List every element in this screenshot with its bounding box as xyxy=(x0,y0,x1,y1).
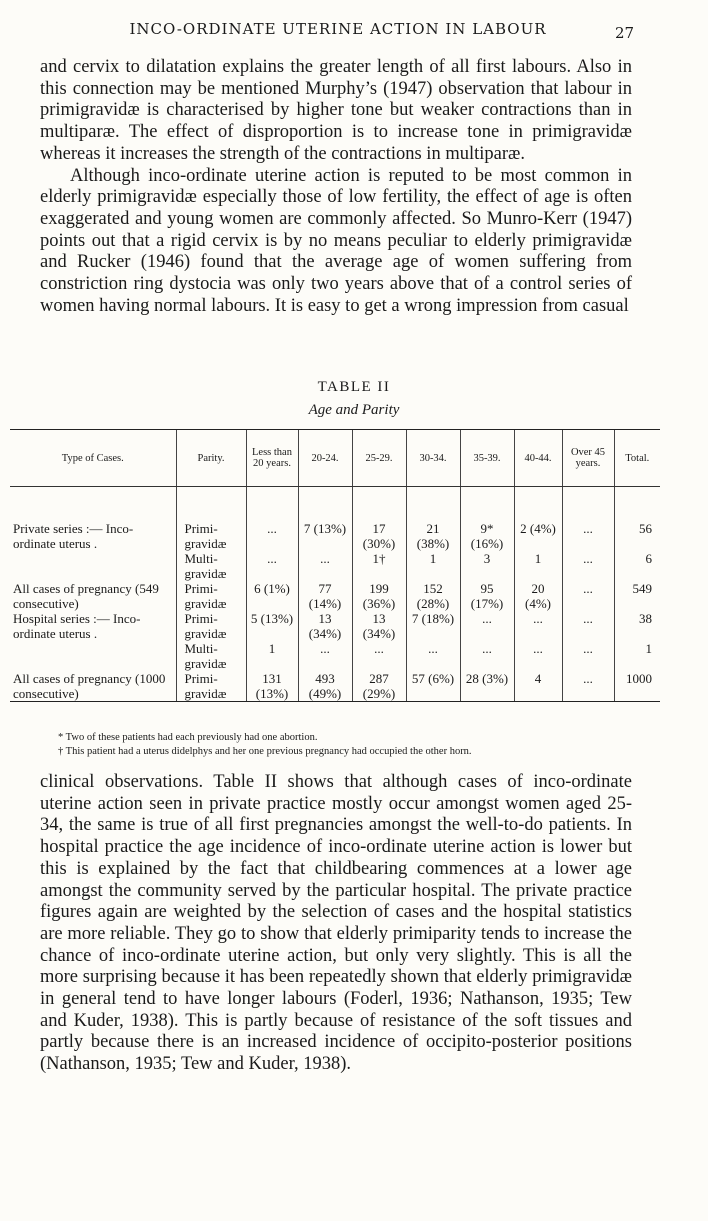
cell-20-24: 493 (49%) xyxy=(298,671,352,701)
table-row xyxy=(10,641,660,671)
cell-lt20: 6 (1%) xyxy=(246,581,298,611)
cell-type xyxy=(10,641,176,671)
cell-35-39: 3 xyxy=(460,551,514,581)
cell-40-44: 2 (4%) xyxy=(514,487,562,552)
cell-type: Private series :— Inco-ordinate uterus . xyxy=(13,521,134,551)
header-lt20: Less than 20 years. xyxy=(246,430,298,487)
header-30-34: 30-34. xyxy=(406,430,460,487)
table-subtitle: Age and Parity xyxy=(308,402,400,418)
cell-over45: ... xyxy=(562,671,614,701)
cell-parity: Multi- gravidæ xyxy=(176,551,246,581)
cell-total: 6 xyxy=(614,551,660,581)
data-table xyxy=(10,429,660,702)
cell-35-39: 95 (17%) xyxy=(460,581,514,611)
cell-lt20: 1 xyxy=(246,641,298,671)
cell-20-24: 77 (14%) xyxy=(298,581,352,611)
footnote: † This patient had a uterus didelphys and her one previous pregnancy had occupied the other horn. xyxy=(58,746,472,757)
cell-30-34: 152 (28%) xyxy=(406,581,460,611)
header-25-29: 25-29. xyxy=(352,430,406,487)
cell-over45: ... xyxy=(562,487,614,552)
cell-25-29: 287 (29%) xyxy=(352,671,406,701)
cell-type: Hospital series :— Inco-ordinate uterus . xyxy=(13,611,141,641)
cell-20-24: 7 (13%) xyxy=(298,487,352,552)
header-parity: Parity. xyxy=(176,430,246,487)
body-text-top xyxy=(40,57,632,317)
cell-35-39: ... xyxy=(460,611,514,641)
cell-lt20: ... xyxy=(246,487,298,552)
cell-over45: ... xyxy=(562,641,614,671)
cell-20-24: 13 (34%) xyxy=(298,611,352,641)
cell-25-29: 13 (34%) xyxy=(352,611,406,641)
header-over45: Over 45 years. xyxy=(562,430,614,487)
table-row xyxy=(10,487,660,552)
cell-total: 549 xyxy=(614,581,660,611)
running-title: INCO-ORDINATE UTERINE ACTION IN LABOUR xyxy=(129,20,547,38)
table-header-row xyxy=(10,430,660,487)
cell-lt20: ... xyxy=(246,551,298,581)
page-number: 27 xyxy=(615,24,635,42)
cell-lt20: 131 (13%) xyxy=(246,671,298,701)
paragraph: clinical observations. Table II shows that although cases of inco-ordinate uterine action seen in private practice mostly occur amongst women aged 25-34, the same is true of all first pregnancies amongst the well-to-do patients. In hospital practice the age incidence of inco-ordinate uterine action is lower but this is explained by the fact that childbearing commences at a lower age amongst the community served by the particular hospital. The private practice figures again are weighted by the selection of cases and the hospital statistics are more reliable. They go to show that elderly primiparity tends to increase the chance of inco-ordinate uterine action, but only very slightly. This is all the more surprising because it has been repeatedly shown that elderly primigravidæ in general tend to have longer labours (Foderl, 1936; Nathanson, 1935; Tew and Kuder, 1938). This is partly because of resistance of the soft tissues and partly because there is an increased incidence of occipito-posterior positions (Nathanson, 1935; Tew and Kuder, 1938). xyxy=(40,772,632,1075)
table-row xyxy=(10,581,660,611)
header-type: Type of Cases. xyxy=(10,430,176,487)
cell-40-44: 1 xyxy=(514,551,562,581)
cell-parity: Multi- gravidæ xyxy=(176,641,246,671)
header-35-39: 35-39. xyxy=(460,430,514,487)
header-40-44: 40-44. xyxy=(514,430,562,487)
cell-25-29: 17 (30%) xyxy=(352,487,406,552)
cell-parity: Primi- gravidæ xyxy=(176,487,246,552)
cell-30-34: ... xyxy=(406,641,460,671)
cell-40-44: 20 (4%) xyxy=(514,581,562,611)
cell-parity: Primi- gravidæ xyxy=(176,671,246,701)
cell-30-34: 1 xyxy=(406,551,460,581)
cell-25-29: 199 (36%) xyxy=(352,581,406,611)
cell-over45: ... xyxy=(562,611,614,641)
header-total: Total. xyxy=(614,430,660,487)
table-row xyxy=(10,551,660,581)
cell-30-34: 21 (38%) xyxy=(406,487,460,552)
cell-40-44: ... xyxy=(514,611,562,641)
cell-over45: ... xyxy=(562,581,614,611)
table-row xyxy=(10,611,660,641)
cell-35-39: ... xyxy=(460,641,514,671)
header-20-24: 20-24. xyxy=(298,430,352,487)
cell-40-44: ... xyxy=(514,641,562,671)
cell-25-29: ... xyxy=(352,641,406,671)
table-caption: TABLE II xyxy=(317,379,391,395)
table-row xyxy=(10,671,660,701)
cell-total: 1000 xyxy=(614,671,660,701)
cell-20-24: ... xyxy=(298,641,352,671)
cell-type xyxy=(10,551,176,581)
table-footnotes xyxy=(58,731,658,759)
cell-type: All cases of pregnancy (1000 consecutive) xyxy=(13,671,166,701)
cell-40-44: 4 xyxy=(514,671,562,701)
cell-total: 1 xyxy=(614,641,660,671)
cell-total: 56 xyxy=(614,487,660,552)
cell-type: All cases of pregnancy (549 consecutive) xyxy=(13,581,159,611)
cell-total: 38 xyxy=(614,611,660,641)
cell-parity: Primi- gravidæ xyxy=(176,611,246,641)
paragraph: and cervix to dilatation explains the greater length of all first labours. Also in this connection may be mentioned Murphy’s (1947) observation that labour in primigravidæ is characterised by higher tone but weaker contractions than in multiparæ. The effect of disproportion is to increase tone in primigravidæ whereas it increases the strength of the contractions in multiparæ. xyxy=(40,57,632,164)
cell-30-34: 57 (6%) xyxy=(406,671,460,701)
cell-parity: Primi- gravidæ xyxy=(176,581,246,611)
body-text-bottom xyxy=(40,772,632,1076)
cell-lt20: 5 (13%) xyxy=(246,611,298,641)
cell-35-39: 9* (16%) xyxy=(460,487,514,552)
cell-30-34: 7 (18%) xyxy=(406,611,460,641)
cell-25-29: 1† xyxy=(352,551,406,581)
cell-over45: ... xyxy=(562,551,614,581)
cell-35-39: 28 (3%) xyxy=(460,671,514,701)
cell-20-24: ... xyxy=(298,551,352,581)
paragraph: Although inco-ordinate uterine action is reputed to be most common in elderly primigravidæ especially those of low fertility, the effect of age is often exaggerated and young women are commonly affected. So Munro-Kerr (1947) points out that a rigid cervix is by no means peculiar to elderly primigravidæ and Rucker (1946) found that the average age of women suffering from constriction ring dystocia was only two years above that of a control series of women having normal labours. It is easy to get a wrong impression from casual xyxy=(40,165,632,316)
footnote: * Two of these patients had each previously had one abortion. xyxy=(58,732,318,743)
